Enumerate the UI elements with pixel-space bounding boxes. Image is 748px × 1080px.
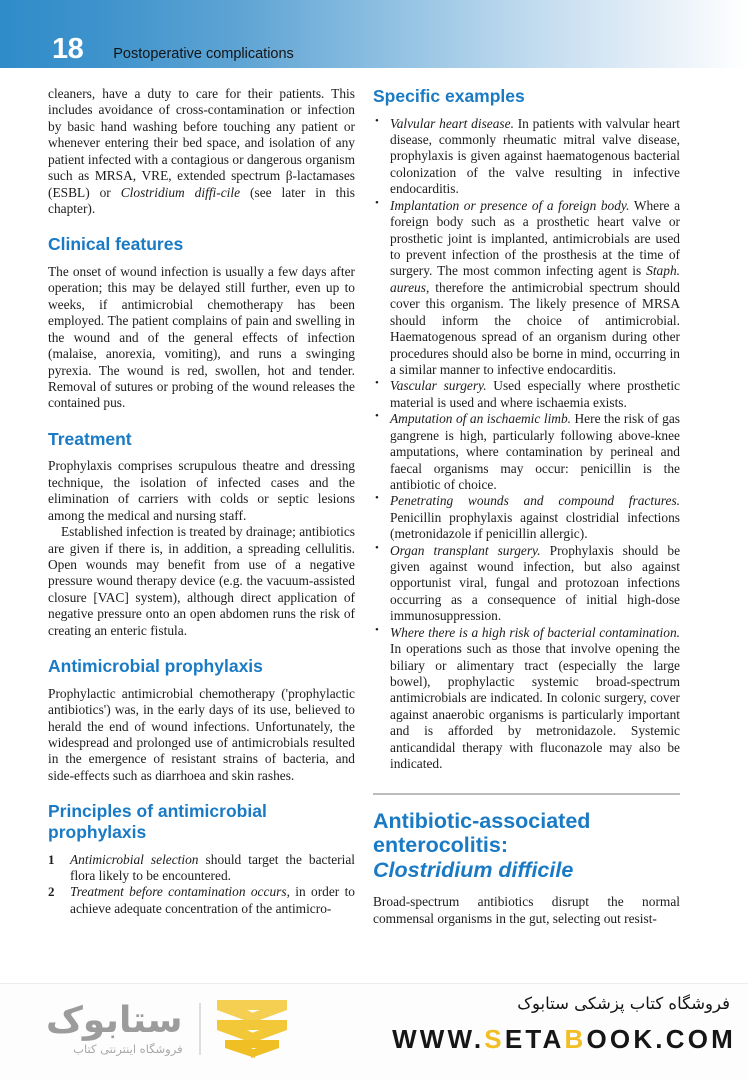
- list-item-number: 1: [48, 851, 55, 867]
- url-letter-s: S: [484, 1024, 505, 1054]
- page-header-band: [0, 0, 748, 68]
- list-item-text: In operations such as those that involve opening the biliary or alimentary tract (especially the large bowel), prophylactic systemic broad-spectrum antimicrobials are indicated. In colonic surgery, cover against anaerobic organisms is particularly important and is afforded by metronidazole. Systemic anticandidal therapy with fluconazole may also be indicated.: [390, 641, 680, 772]
- heading-principles: Principles of antimicrobial prophylaxis: [48, 801, 267, 842]
- list-item-text: Penicillin prophylaxis against clostridial infections (metronidazole if penicillin allergic).: [390, 509, 680, 542]
- footer-website-url[interactable]: [296, 1024, 736, 1055]
- heading-specific-examples: Specific examples: [373, 86, 525, 106]
- url-letter-b: B: [564, 1024, 587, 1054]
- list-item-text: , in order to achieve adequate concentration of the antimicro-: [70, 884, 355, 916]
- list-item-italic-lead: Where there is a high risk of bacterial contamination.: [390, 624, 680, 640]
- paragraph-antimicrobial-prophylaxis: Prophylactic antimicrobial chemotherapy ('prophylactic antibiotics') was, in the early days of its use, believed to herald the end of wound infections. Unfortunately, the widespread and prolonged use of antimicrobials resulted in the emergence of resistant strains of bacteria, and side-effects such as diarrhoea and skin rashes.: [48, 685, 355, 783]
- logo-wordmark: [46, 999, 183, 1056]
- specific-examples-list: [373, 116, 680, 773]
- paragraph-antibiotic-associated: Broad-spectrum antibiotics disrupt the normal commensal organisms in the gut, selecting out resist-: [373, 894, 680, 926]
- paragraph-treatment-1: Prophylaxis comprises scrupulous theatre and dressing technique, the isolation of infected cases and the elimination of carriers with colds or septic lesions among the medical and nursing staff.: [48, 458, 355, 523]
- list-item-italic-lead: Vascular surgery.: [390, 378, 487, 394]
- list-item-italic-lead: Antimicrobial selection: [70, 851, 199, 867]
- list-item-text: Where a foreign body such as a prosthetic heart valve or prosthetic joint is implanted, antimicrobials are used to prevent infection of the prosthesis at the time of surgery. The most common infecting agent is: [390, 197, 680, 279]
- list-item-text: Prophylaxis should be given against wound infection, but also against opportunist viral, fungal and protozoan infections occurring as a consequence of initial high-dose immunosuppression.: [390, 542, 680, 624]
- chapter-title: Postoperative complications: [113, 46, 294, 62]
- list-item-italic-mid: Staph. aureus: [390, 263, 680, 295]
- setabook-logo[interactable]: [46, 996, 289, 1062]
- page-body: [48, 86, 700, 991]
- list-item: [373, 378, 680, 411]
- paragraph-continued-text: cleaners, have a duty to care for their patients. This includes avoidance of cross-contamination or infection by basic hand washing before touching any patient or whenever entering their bed space, and isolation of any patient infected with a contagious or dangerous organism such as MRSA, VRE, extended spectrum β-lactamases (ESBL) or: [48, 86, 355, 200]
- url-suffix: OOK.COM: [586, 1024, 736, 1054]
- list-item: [373, 116, 680, 198]
- list-item: [48, 884, 355, 917]
- logo-tagline: فروشگاه اینترنتی کتاب: [73, 1041, 183, 1056]
- list-item-italic-lead: Treatment before contamination occurs: [70, 884, 287, 900]
- paragraph-continued-italic: Clostridium diffi-cile: [120, 184, 241, 200]
- list-item-text: Here the risk of gas gangrene is high, particularly following above-knee amputations, where contamination by perineal and faecal organisms may occur: penicillin is the antibiotic of choice.: [390, 411, 680, 492]
- list-item-text-2: , therefore the antimicrobial spectrum should cover this organism. The likely presence of MRSA should inform the choice of antimicrobial. Haematogenous spread of an organism during other procedures should also be borne in mind, occurring in a similar manner to infective endocarditis.: [390, 279, 680, 377]
- paragraph-treatment-2: Established infection is treated by drainage; antibiotics are given if there is, in addition, a spreading cellulitis. Open wounds may benefit from use of a negative pressure wound therapy device (e.g. the vacuum-assisted closure [VAC] system), although direct application of negative pressure onto an open abdomen runs the risk of creating an enteric fistula.: [48, 524, 355, 638]
- list-item-text: Used especially where prosthetic material is used and where ischaemia exists.: [390, 378, 680, 410]
- heading-antibiotic-associated-enterocolitis: [373, 809, 680, 884]
- list-item: [373, 543, 680, 625]
- list-item-italic-lead: Implantation or presence of a foreign body.: [390, 197, 630, 213]
- list-item: [373, 411, 680, 493]
- list-item-number: 2: [48, 884, 55, 900]
- list-item-italic-lead: Organ transplant surgery.: [390, 542, 541, 558]
- heading-antimicrobial-prophylaxis: Antimicrobial prophylaxis: [48, 656, 263, 677]
- list-item-italic-lead: Valvular heart disease.: [390, 115, 514, 131]
- list-item: [373, 198, 680, 379]
- list-item: [373, 493, 680, 542]
- heading-line-2: enterocolitis:: [373, 833, 508, 858]
- right-column: [373, 86, 680, 991]
- heading-line-1: Antibiotic-associated: [373, 808, 591, 833]
- list-item-italic-lead: Penetrating wounds and compound fractures.: [390, 493, 680, 509]
- chevron-stack-icon: [215, 998, 289, 1060]
- paragraph-clinical-features: The onset of wound infection is usually a few days after operation; this may be delayed still further, even up to weeks, if antimicrobial chemotherapy has been employed. The patient complains of pain and swelling in the wound and of the general effects of infection (malaise, anorexia, vomiting), and runs a swinging pyrexia. The wound is red, swollen, hot and tender. Removal of sutures or probing of the wound releases the contained pus.: [48, 264, 355, 411]
- paragraph-continued: [48, 86, 355, 217]
- left-column: [48, 86, 355, 991]
- url-prefix: WWW.: [392, 1024, 485, 1054]
- heading-treatment: Treatment: [48, 428, 132, 449]
- heading-line-3-italic: Clostridium difficile: [373, 858, 574, 883]
- footer-watermark-band: [0, 983, 748, 1080]
- list-item-text: should target the bacterial flora likely to be encountered.: [70, 851, 355, 883]
- url-letters-eta: ETA: [504, 1024, 565, 1054]
- list-item-text: In patients with valvular heart disease, commonly rheumatic mitral valve disease, prophylaxis is given against haematogenous bacterial colonization of the valve resulting in infective endocarditis.: [390, 115, 680, 197]
- principles-list: [48, 852, 355, 918]
- list-item: [373, 625, 680, 773]
- paragraph-continued-tail: (see later in this chapter).: [48, 184, 355, 216]
- list-item-italic-lead: Amputation of an ischaemic limb.: [390, 411, 571, 427]
- list-item: [48, 852, 355, 885]
- section-divider: [373, 793, 680, 795]
- footer-shop-text: فروشگاه کتاب پزشکی ستابوک: [517, 994, 730, 1013]
- logo-wordmark-text: ستابوک: [46, 999, 183, 1041]
- chapter-number: 18: [52, 33, 84, 65]
- logo-divider: [199, 1003, 201, 1055]
- heading-clinical-features: Clinical features: [48, 234, 184, 255]
